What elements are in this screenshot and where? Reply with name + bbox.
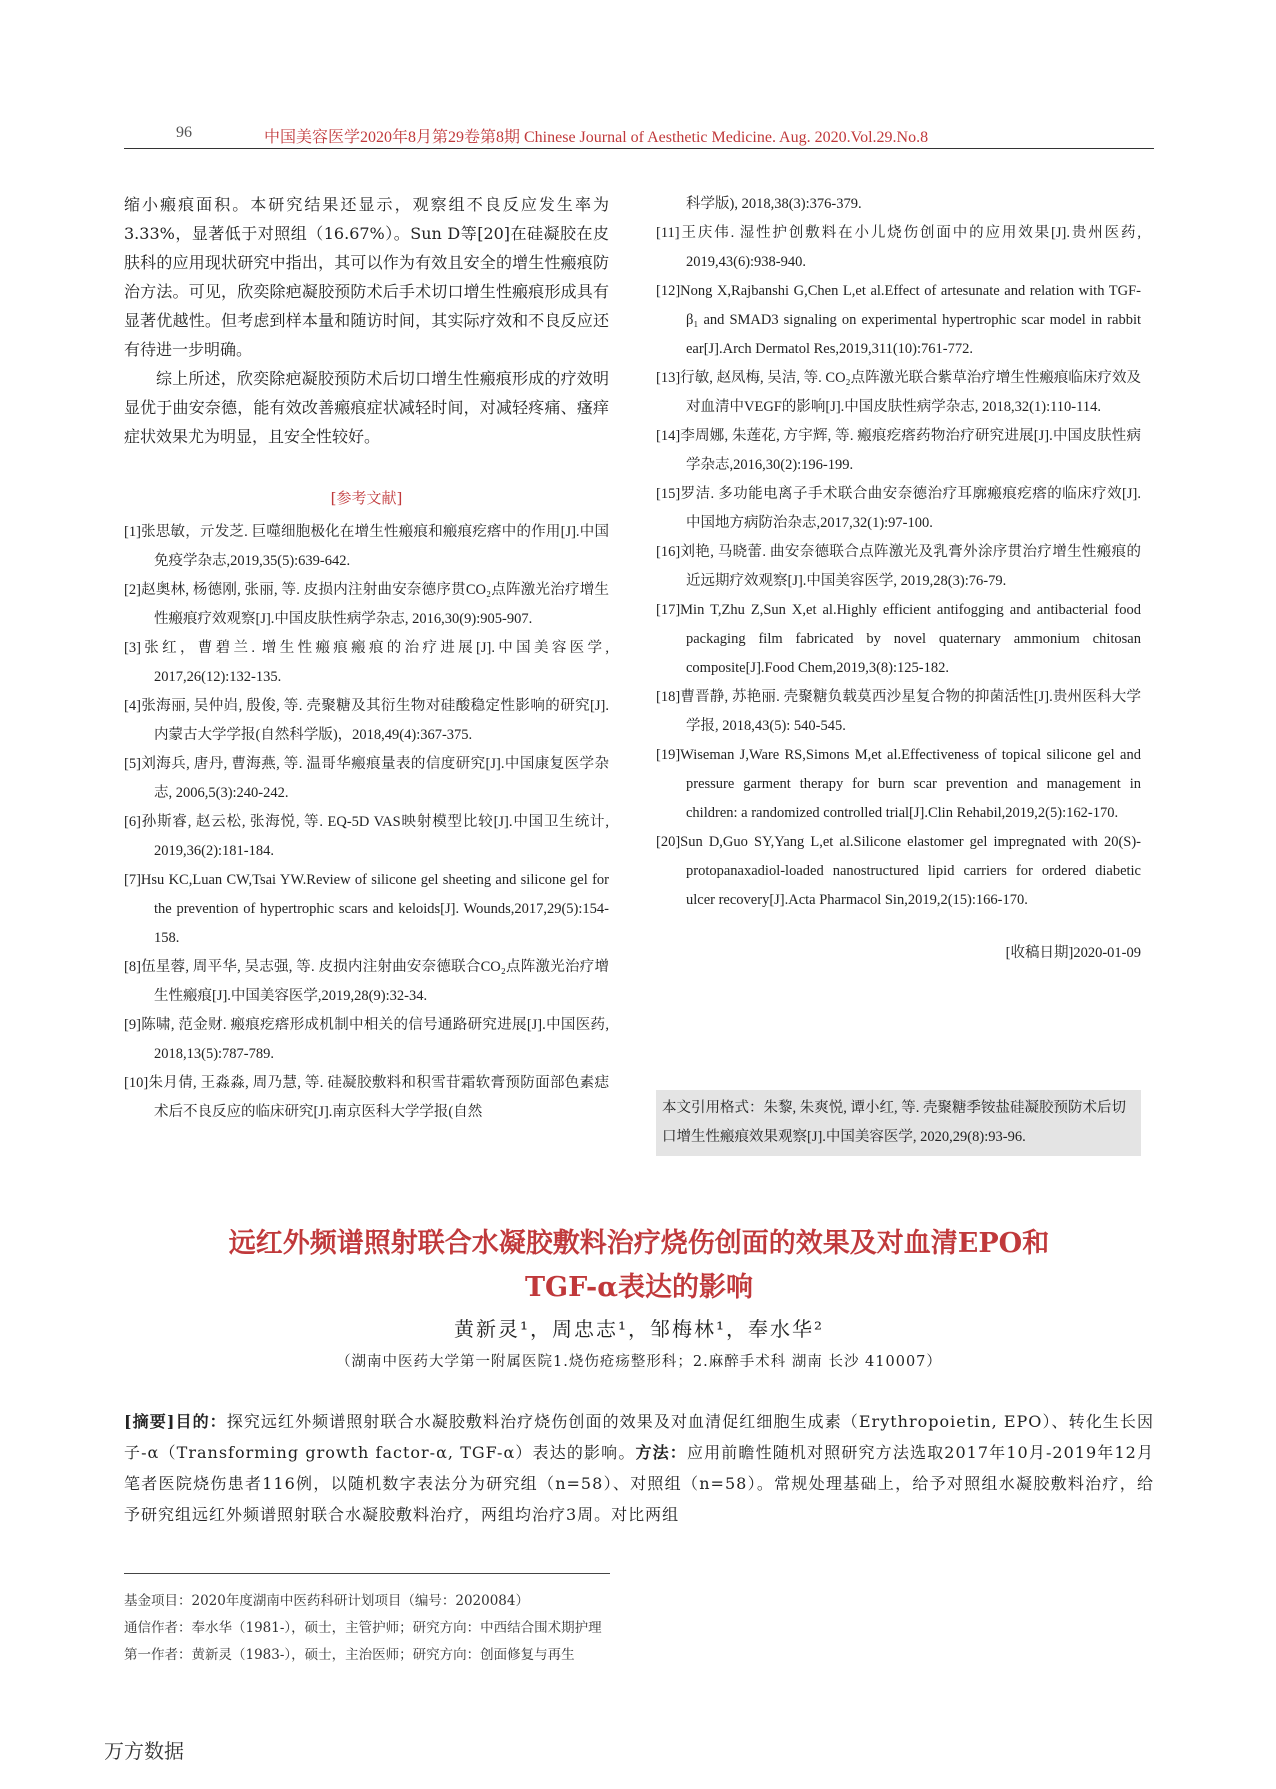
reference-item: 科学版), 2018,38(3):376-379. [686, 196, 862, 212]
references-heading: [参考文献] [330, 489, 403, 507]
affiliation: （湖南中医药大学第一附属医院1.烧伤疮疡整形科；2.麻醉手术科 湖南 长沙 410007） [336, 1354, 942, 1370]
left-column [124, 190, 609, 1127]
reference-item: [15]罗洁. 多功能电离子手术联合曲安奈德治疗耳廓瘢痕疙瘩的临床疗效[J].中国地方病防治杂志,2017,32(1):97-100. [656, 486, 1141, 531]
reference-item: [9]陈啸, 范金财. 瘢痕疙瘩形成机制中相关的信号通路研究进展[J].中国医药, 2018,13(5):787-789. [124, 1017, 609, 1062]
method-label: 方法： [635, 1443, 687, 1462]
reference-item: [19]Wiseman J,Ware RS,Simons M,et al.Effectiveness of topical silicone gel and pressure garment therapy for burn scar prevention and management in children: a randomized controlled trial[J].Clin Rehabil,2019,2(5):162-170. [656, 747, 1141, 821]
author-list: 黄新灵¹，周忠志¹，邹梅林¹，奉水华² [453, 1317, 825, 1341]
article-title [124, 1222, 1154, 1310]
reference-item: [20]Sun D,Guo SY,Yang L,et al.Silicone elastomer gel impregnated with 20(S)-protopanaxadiol-loaded nanostructured lipid carriers for ordered diabetic ulcer recovery[J].Acta Pharmacol Sin,2019,2(15):166-170. [656, 834, 1141, 908]
reference-item: [8]伍星蓉, 周平华, 吴志强, 等. 皮损内注射曲安奈德联合CO₂点阵激光治疗增生性瘢痕[J].中国美容医学,2019,28(9):32-34. [124, 959, 609, 1004]
abstract-objective: 探究远红外频谱照射联合水凝胶敷料治疗烧伤创面的效果及对血清促红细胞生成素（Erythropoietin, EPO）、转化生长因子-α（Transforming growth factor-α, TGF-α）表达的影响。 [124, 1412, 1154, 1462]
page-number: 96 [176, 124, 192, 141]
reference-item: [18]曹晋静, 苏艳丽. 壳聚糖负载莫西沙星复合物的抑菌活性[J].贵州医科大学学报, 2018,43(5): 540-545. [656, 689, 1141, 734]
reference-item: [11]王庆伟. 湿性护创敷料在小儿烧伤创面中的应用效果[J].贵州医药, 2019,43(6):938-940. [656, 225, 1141, 270]
reference-item: [14]李周娜, 朱莲花, 方宇辉, 等. 瘢痕疙瘩药物治疗研究进展[J].中国皮肤性病学杂志,2016,30(2):196-199. [656, 428, 1141, 473]
body-paragraph: 综上所述，欣奕除疤凝胶预防术后切口增生性瘢痕形成的疗效明显优于曲安奈德，能有效改善瘢痕症状减轻时间，对减轻疼痛、瘙痒症状效果尤为明显，且安全性较好。 [124, 369, 609, 446]
citation-box: 本文引用格式：朱黎, 朱爽悦, 谭小红, 等. 壳聚糖季铵盐硅凝胶预防术后切口增生性瘢痕效果观察[J].中国美容医学, 2020,29(8):93-96. [656, 1090, 1141, 1156]
footnote-divider [124, 1573, 610, 1574]
footnote-first-author: 第一作者：黄新灵（1983-），硕士，主治医师；研究方向：创面修复与再生 [124, 1647, 575, 1663]
reference-item: [16]刘艳, 马晓蕾. 曲安奈德联合点阵激光及乳膏外涂序贯治疗增生性瘢痕的近远期疗效观察[J].中国美容医学, 2019,28(3):76-79. [656, 544, 1141, 589]
wanfang-watermark: 万方数据 [104, 1739, 184, 1763]
reference-item: [10]朱月倩, 王淼淼, 周乃慧, 等. 硅凝胶敷料和积雪苷霜软膏预防面部色素痣术后不良反应的临床研究[J].南京医科大学学报(自然 [124, 1075, 609, 1120]
abstract [124, 1406, 1154, 1530]
reference-item: [1]张思敏，亓发芝. 巨噬细胞极化在增生性瘢痕和瘢痕疙瘩中的作用[J].中国免疫学杂志,2019,35(5):639-642. [124, 524, 609, 569]
reference-item: [7]Hsu KC,Luan CW,Tsai YW.Review of silicone gel sheeting and silicone gel for the prevention of hypertrophic scars and keloids[J]. Wounds,2017,29(5):154-158. [124, 872, 609, 946]
footnotes [124, 1588, 602, 1669]
footnote-corresponding: 通信作者：奉水华（1981-），硕士，主管护师；研究方向：中西结合围术期护理 [124, 1620, 602, 1636]
reference-item: [4]张海丽, 吴仲岿, 殷俊, 等. 壳聚糖及其衍生物对硅酸稳定性影响的研究[J].内蒙古大学学报(自然科学版)，2018,49(4):367-375. [124, 698, 609, 743]
reference-list-left [124, 518, 609, 1127]
reference-item: [5]刘海兵, 唐丹, 曹海燕, 等. 温哥华瘢痕量表的信度研究[J].中国康复医学杂志, 2006,5(3):240-242. [124, 756, 609, 801]
reference-item: [17]Min T,Zhu Z,Sun X,et al.Highly efficient antifogging and antibacterial food packaging film fabricated by novel quaternary ammonium chitosan composite[J].Food Chem,2019,3(8):125-182. [656, 602, 1141, 676]
reference-item: [3]张红，曹碧兰. 增生性瘢痕瘢痕的治疗进展[J].中国美容医学, 2017,26(12):132-135. [124, 640, 609, 685]
received-date: [收稿日期]2020-01-09 [1005, 945, 1141, 961]
abstract-label: [摘要]目的： [124, 1412, 227, 1431]
running-header [124, 118, 1154, 149]
reference-item: [13]行敏, 赵凤梅, 吴洁, 等. CO₂点阵激光联合紫草治疗增生性瘢痕临床疗效及对血清中VEGF的影响[J].中国皮肤性病学杂志, 2018,32(1):110-114. [656, 370, 1141, 415]
reference-item: [6]孙斯睿, 赵云松, 张海悦, 等. EQ-5D VAS映射模型比较[J].中国卫生统计, 2019,36(2):181-184. [124, 814, 609, 859]
reference-item: [2]赵奥林, 杨德刚, 张丽, 等. 皮损内注射曲安奈德序贯CO₂点阵激光治疗增生性瘢痕疗效观察[J].中国皮肤性病学杂志, 2016,30(9):905-907. [124, 582, 609, 627]
journal-line: 中国美容医学2020年8月第29卷第8期 Chinese Journal of Aesthetic Medicine. Aug. 2020.Vol.29.No.8 [264, 129, 929, 146]
footnote-funding: 基金项目：2020年度湖南中医药科研计划项目（编号：2020084） [124, 1593, 529, 1609]
reference-list-right [656, 219, 1141, 915]
article-title-line: 远红外频谱照射联合水凝胶敷料治疗烧伤创面的效果及对血清EPO和 [228, 1228, 1050, 1259]
reference-item: [12]Nong X,Rajbanshi G,Chen L,et al.Effect of artesunate and relation with TGF-β₁ and SMAD3 signaling on experimental hypertrophic scar model in rabbit ear[J].Arch Dermatol Res,2019,311(10):761-772. [656, 283, 1141, 357]
abstract-method: 应用前瞻性随机对照研究方法选取2017年10月-2019年12月笔者医院烧伤患者116例，以随机数字表法分为研究组（n=58）、对照组（n=58）。常规处理基础上，给予对照组水凝胶敷料治疗，给予研究组远红外频谱照射联合水凝胶敷料治疗，两组均治疗3周。对比两组 [124, 1443, 1154, 1524]
right-column [656, 190, 1141, 962]
body-paragraph: 缩小瘢痕面积。本研究结果还显示，观察组不良反应发生率为3.33%，显著低于对照组（16.67%）。Sun D等[20]在硅凝胶在皮肤科的应用现状研究中指出，其可以作为有效且安全的增生性瘢痕防治方法。可见，欣奕除疤凝胶预防术后手术切口增生性瘢痕形成具有显著优越性。但考虑到样本量和随访时间，其实际疗效和不良反应还有待进一步明确。 [124, 195, 609, 359]
article-title-line: TGF-α表达的影响 [524, 1272, 754, 1303]
